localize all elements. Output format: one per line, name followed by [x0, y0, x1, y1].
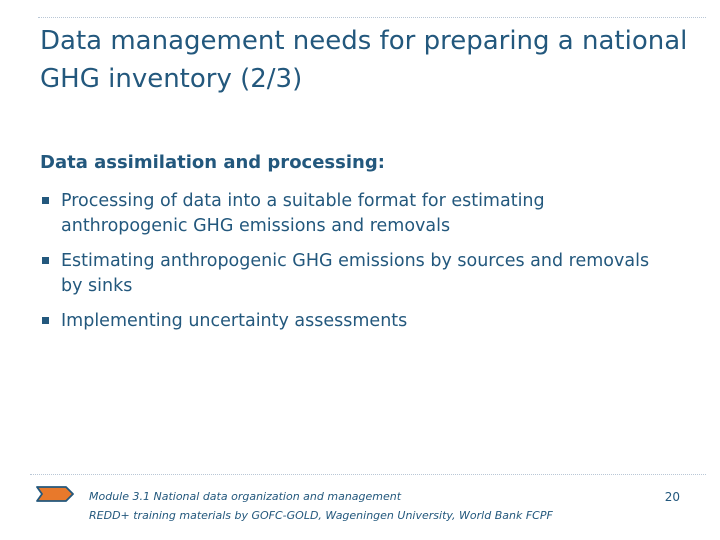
square-bullet-icon: [42, 257, 49, 264]
footer-module-line: Module 3.1 National data organization and management: [89, 490, 402, 503]
section-heading: Data assimilation and processing:: [40, 152, 385, 173]
square-bullet-icon: [42, 197, 49, 204]
arrow-chevron-icon: [36, 485, 74, 503]
footer-credits: [89, 487, 553, 525]
bullet-item: [40, 249, 670, 299]
footer-source-line: REDD+ training materials by GOFC-GOLD, Wageningen University, World Bank FCPF: [89, 509, 553, 522]
bullet-text: Processing of data into a suitable format for estimating anthropogenic GHG emissions and removals: [61, 191, 545, 236]
footer-divider: [30, 474, 706, 475]
bullet-text: Estimating anthropogenic GHG emissions by sources and removals by sinks: [61, 251, 650, 296]
bullet-item: [40, 309, 670, 334]
bullet-list: [40, 189, 670, 344]
slide-title: Data management needs for preparing a national GHG inventory (2/3): [40, 26, 688, 94]
square-bullet-icon: [42, 317, 49, 324]
top-divider: [38, 17, 706, 18]
bullet-text: Implementing uncertainty assessments: [61, 311, 408, 331]
page-number: 20: [664, 490, 680, 504]
bullet-item: [40, 189, 670, 239]
